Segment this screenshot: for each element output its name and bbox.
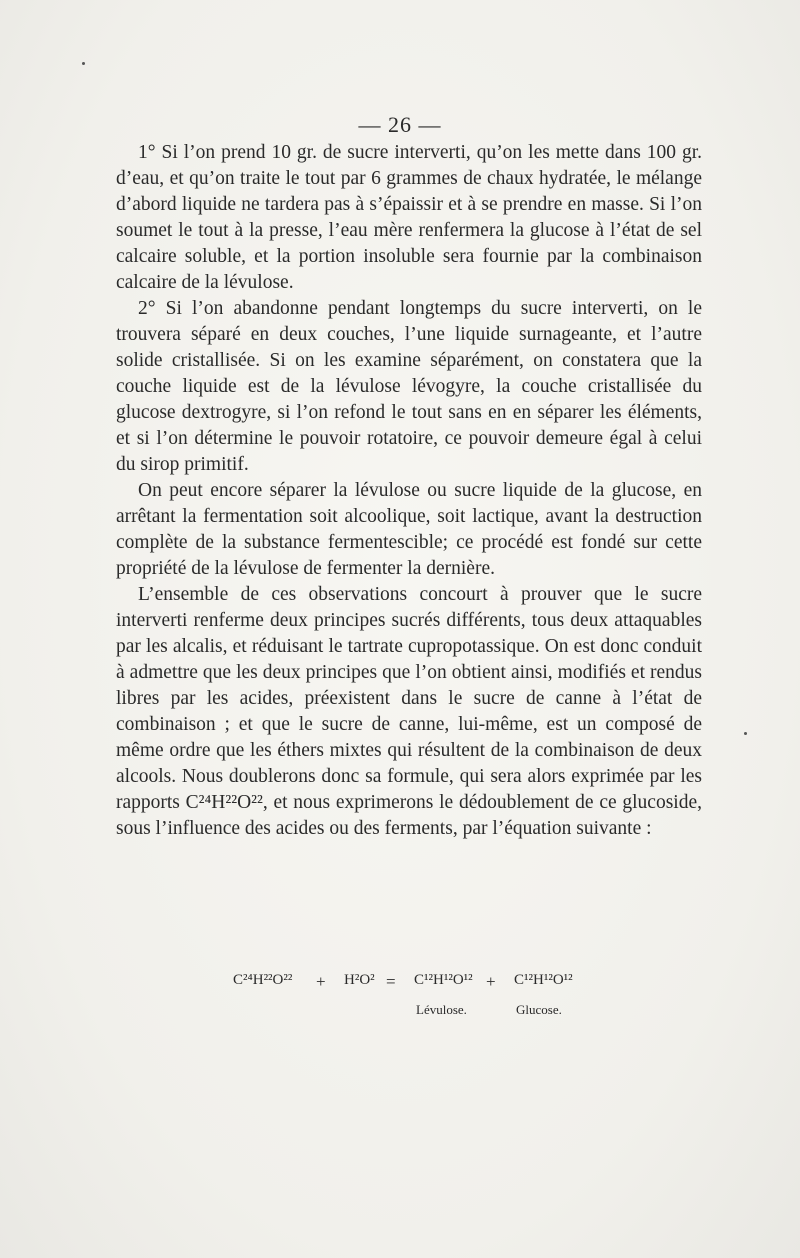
caption-glucose: Glucose.: [516, 1002, 562, 1017]
paragraph-4: L’ensemble de ces observations concourt à prouver que le sucre interverti renferme deux principes sucrés différents, tous deux attaquables par les alcalis, et réduisant le tartrate cupropotassique. On est donc conduit à admettre que les deux principes que l’on obtient ainsi, modifiés et rendus libres par les acides, préexistent dans le sucre de canne à l’état de combinaison ; et que le sucre de canne, lui-même, est un composé de même ordre que les éthers mixtes qui résultent de la combinaison de deux alcools. Nous doublerons donc sa formule, qui sera alors exprimée par les rapports C²⁴H²²O²², et nous exprimerons le dédoublement de ce glucoside, sous l’influence des acides ou des ferments, par l’équation suivante :: [116, 584, 702, 839]
paragraph-3: On peut encore séparer la lévulose ou sucre liquide de la glucose, en arrêtant la fermentation soit alcoolique, soit lactique, avant la destruction complète de la substance fermentescible; ce procédé est fondé sur cette propriété de la lévulose de fermenter la dernière.: [116, 480, 702, 579]
page-number: — 26 —: [358, 112, 442, 137]
body-text: [116, 140, 702, 842]
equation-plus-2: +: [486, 972, 496, 991]
equation-term-cane-sugar: C²⁴H²²O²²: [233, 972, 293, 988]
equation-term-levulose: C¹²H¹²O¹²: [414, 972, 473, 988]
equation-equals: =: [386, 972, 396, 991]
paragraph-2: 2° Si l’on abandonne pendant longtemps du sucre interverti, on le trouvera séparé en deux couches, l’une liquide surnageante, et l’autre solide cristallisée. Si on les examine séparément, on constatera que la couche liquide est de la lévulose lévogyre, la couche cristallisée du glucose dextrogyre, si l’on refond le tout sans en en séparer les éléments, et si l’on détermine le pouvoir rotatoire, ce pouvoir demeure égal à celui du sirop primitif.: [116, 298, 702, 475]
ink-speck: [82, 62, 85, 65]
ink-speck: [744, 732, 747, 735]
equation-term-water: H²O²: [344, 972, 375, 988]
caption-levulose: Lévulose.: [416, 1002, 467, 1017]
equation-plus-1: +: [316, 972, 326, 991]
chemical-equation: [116, 972, 702, 1022]
equation-term-glucose: C¹²H¹²O¹²: [514, 972, 573, 988]
paragraph-1: 1° Si l’on prend 10 gr. de sucre interverti, qu’on les mette dans 100 gr. d’eau, et qu’on traite le tout par 6 grammes de chaux hydratée, le mélange d’abord liquide ne tardera pas à s’épaissir et à se prendre en masse. Si l’on soumet le tout à la presse, l’eau mère renfermera la glucose à l’état de sel calcaire soluble, et la portion insoluble sera fournie par la combinaison calcaire de la lévulose.: [116, 142, 702, 293]
